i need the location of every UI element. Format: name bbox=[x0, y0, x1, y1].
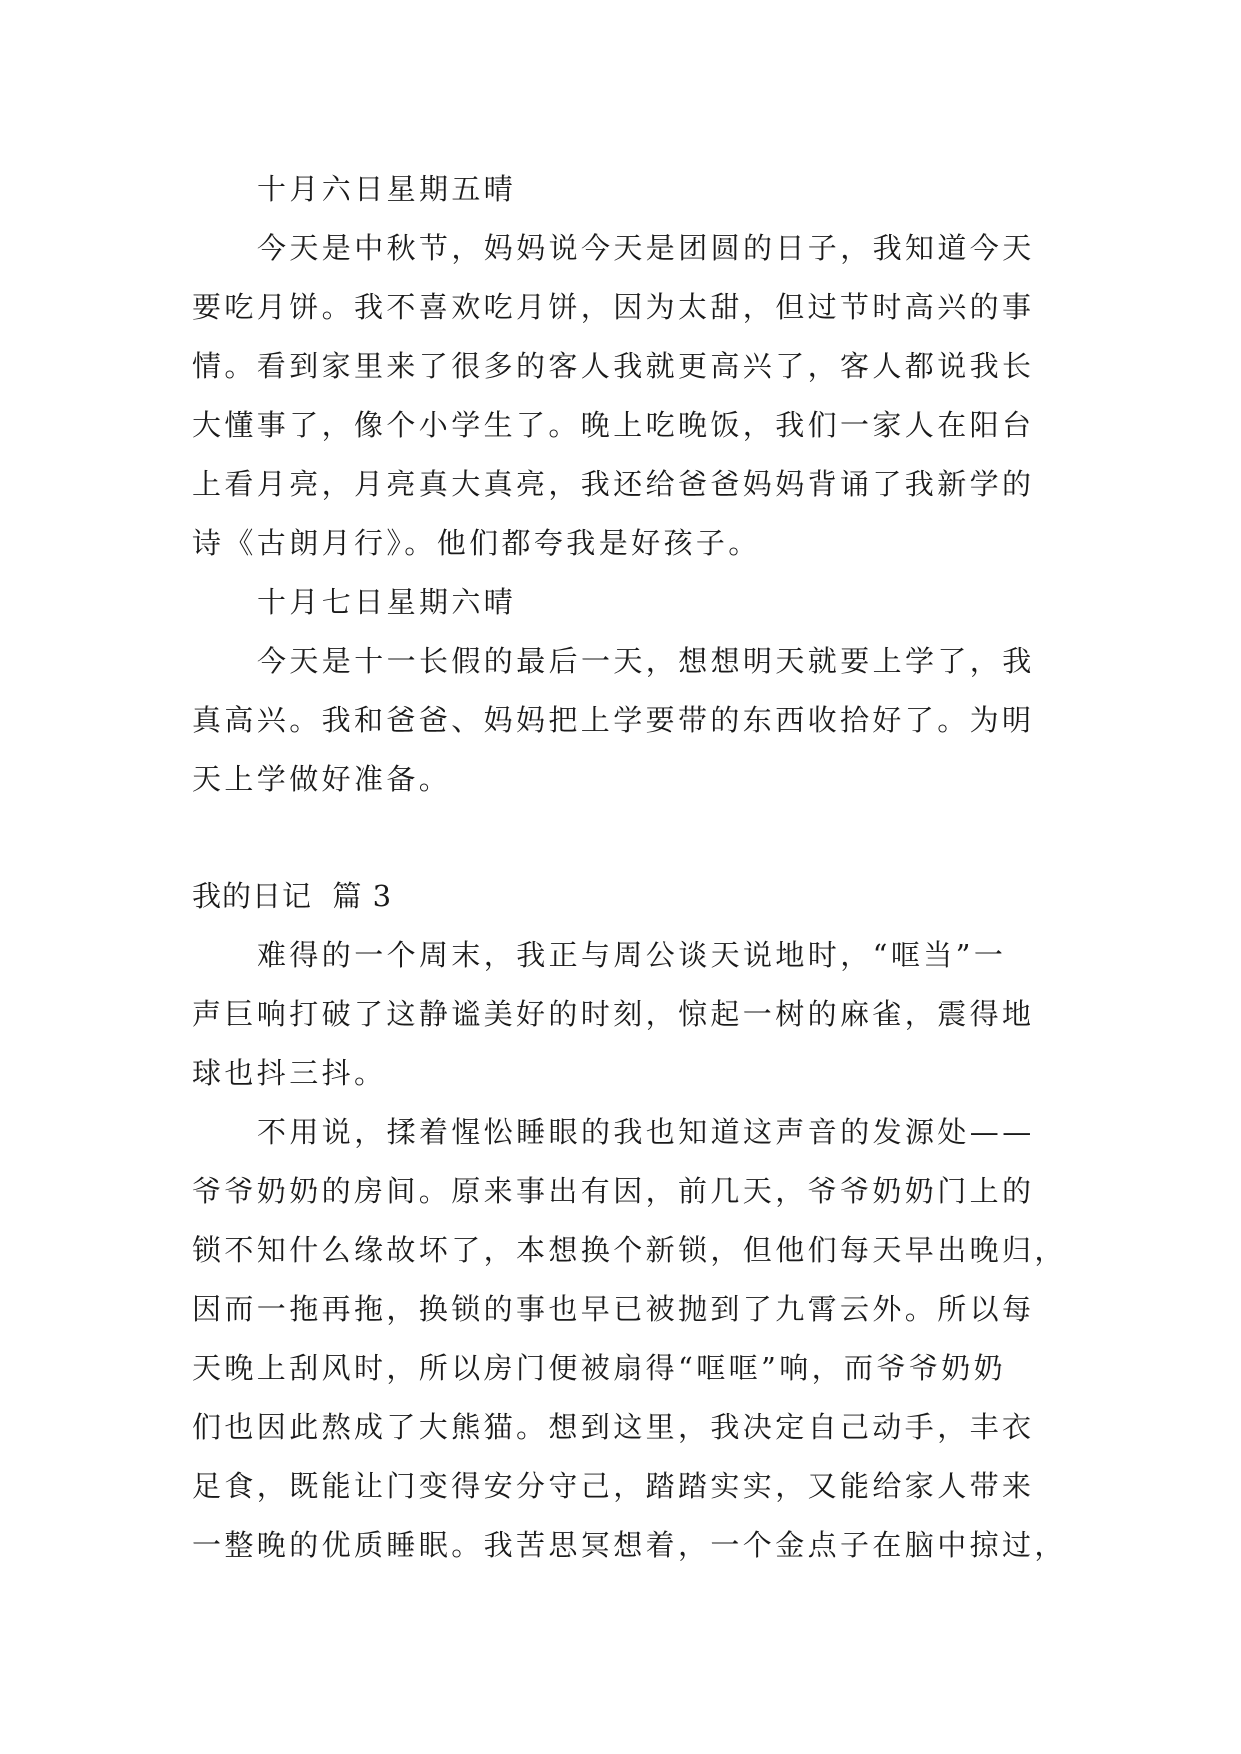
paragraph-line: 上看月亮，月亮真大真亮，我还给爸爸妈妈背诵了我新学的 bbox=[192, 467, 1035, 501]
paragraph-line: 因而一拖再拖，换锁的事也早已被抛到了九霄云外。所以每 bbox=[192, 1292, 1035, 1326]
paragraph-line: 不用说，揉着惺忪睡眼的我也知道这声音的发源处—— bbox=[257, 1115, 1035, 1149]
section-spacer bbox=[192, 809, 1052, 867]
document-body bbox=[192, 160, 1067, 1575]
paragraph-line: 一整晚的优质睡眠。我苦思冥想着，一个金点子在脑中掠过， bbox=[192, 1528, 1067, 1562]
entry-date: 十月七日星期六晴 bbox=[257, 585, 517, 619]
paragraph-line: 大懂事了，像个小学生了。晚上吃晚饭，我们一家人在阳台 bbox=[192, 408, 1035, 442]
paragraph-line: 诗《古朗月行》。他们都夸我是好孩子。 bbox=[192, 526, 761, 560]
paragraph-line: 真高兴。我和爸爸、妈妈把上学要带的东西收拾好了。为明 bbox=[192, 703, 1035, 737]
paragraph-line: 爷爷奶奶的房间。原来事出有因，前几天，爷爷奶奶门上的 bbox=[192, 1174, 1035, 1208]
paragraph-line: 足食，既能让门变得安分守己，踏踏实实，又能给家人带来 bbox=[192, 1469, 1035, 1503]
paragraph-line: 难得的一个周末，我正与周公谈天说地时，“哐当”一 bbox=[257, 938, 1007, 972]
paragraph-line: 今天是十一长假的最后一天，想想明天就要上学了，我 bbox=[257, 644, 1035, 678]
paragraph-line: 锁不知什么缘故坏了，本想换个新锁，但他们每天早出晚归， bbox=[192, 1233, 1067, 1267]
paragraph-line: 今天是中秋节，妈妈说今天是团圆的日子，我知道今天 bbox=[257, 231, 1035, 265]
section-title: 我的日记 篇 3 bbox=[192, 879, 393, 913]
paragraph-line: 天上学做好准备。 bbox=[192, 762, 452, 796]
paragraph-line: 球也抖三抖。 bbox=[192, 1056, 387, 1090]
entry-date: 十月六日星期五晴 bbox=[257, 172, 517, 206]
paragraph-line: 天晚上刮风时，所以房门便被扇得“哐哐”响，而爷爷奶奶 bbox=[192, 1351, 1007, 1385]
paragraph-line: 要吃月饼。我不喜欢吃月饼，因为太甜，但过节时高兴的事 bbox=[192, 290, 1035, 324]
paragraph-line: 声巨响打破了这静谧美好的时刻，惊起一树的麻雀，震得地 bbox=[192, 997, 1035, 1031]
paragraph-line: 们也因此熬成了大熊猫。想到这里，我决定自己动手，丰衣 bbox=[192, 1410, 1035, 1444]
paragraph-line: 情。看到家里来了很多的客人我就更高兴了，客人都说我长 bbox=[192, 349, 1035, 383]
